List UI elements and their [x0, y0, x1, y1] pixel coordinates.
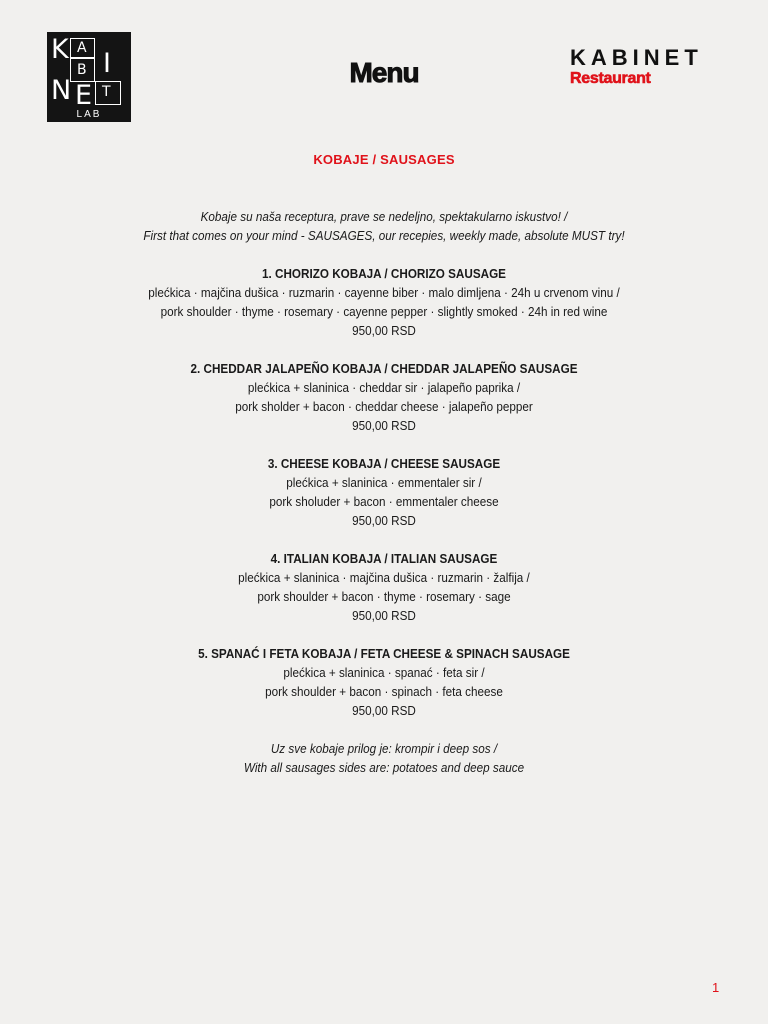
item-ingredients: pork sholder + bacon · cheddar cheese · jalapeño pepper [235, 399, 533, 414]
brand-name: KABINET [570, 45, 703, 70]
menu-item [0, 264, 768, 340]
intro-line: First that comes on your mind - SAUSAGES, our recepies, weekly made, absolute MUST try! [143, 228, 625, 243]
logo-letter: K [51, 34, 69, 65]
item-price: 950,00 RSD [352, 513, 416, 528]
item-ingredients: plećkica + slaninica · spanać · feta sir / [283, 665, 485, 680]
item-title: 2. CHEDDAR JALAPEÑO KOBAJA / CHEDDAR JALAPEÑO SAUSAGE [190, 361, 578, 376]
sides-note [0, 739, 768, 777]
item-title: 1. CHORIZO KOBAJA / CHORIZO SAUSAGE [261, 266, 506, 281]
intro-line: Kobaje su naša receptura, prave se nedeljno, spektakularno iskustvo! / [200, 209, 568, 224]
item-price: 950,00 RSD [352, 323, 416, 338]
menu-content [0, 150, 768, 777]
item-ingredients: plećkica + slaninica · cheddar sir · jalapeño paprika / [247, 380, 521, 395]
kabinet-restaurant-logo [570, 47, 722, 87]
sides-note-line: Uz sve kobaje prilog je: krompir i deep sos / [270, 741, 498, 756]
item-ingredients: pork shoulder + bacon · spinach · feta cheese [265, 684, 503, 699]
item-price: 950,00 RSD [352, 418, 416, 433]
item-price: 950,00 RSD [352, 703, 416, 718]
item-ingredients: pork shoulder · thyme · rosemary · cayenne pepper · slightly smoked · 24h in red wine [160, 304, 608, 319]
page-number: 1 [712, 980, 720, 995]
item-ingredients: plećkica · majčina dušica · ruzmarin · cayenne biber · malo dimljena · 24h u crvenom vinu / [148, 285, 620, 300]
item-price: 950,00 RSD [352, 608, 416, 623]
logo-letter: T [102, 84, 111, 100]
logo-letter: B [77, 62, 87, 78]
logo-lab-text: LAB [76, 109, 102, 120]
section-title: KOBAJE / SAUSAGES [313, 152, 455, 167]
item-title: 4. ITALIAN KOBAJA / ITALIAN SAUSAGE [270, 551, 498, 566]
item-title: 3. CHEESE KOBAJA / CHEESE SAUSAGE [267, 456, 501, 471]
item-title: 5. SPANAĆ I FETA KOBAJA / FETA CHEESE & SPINACH SAUSAGE [198, 646, 570, 661]
menu-item [0, 644, 768, 720]
item-ingredients: plećkica + slaninica · majčina dušica · ruzmarin · žalfija / [238, 570, 530, 585]
menu-item [0, 549, 768, 625]
sides-note-line: With all sausages sides are: potatoes and deep sauce [243, 760, 525, 775]
item-ingredients: pork sholuder + bacon · emmentaler cheese [269, 494, 499, 509]
item-ingredients: pork shoulder + bacon · thyme · rosemary · sage [257, 589, 511, 604]
item-ingredients: plećkica + slaninica · emmentaler sir / [286, 475, 482, 490]
logo-letter: E [75, 80, 93, 111]
menu-item [0, 454, 768, 530]
menu-item [0, 359, 768, 435]
logo-letter: N [51, 75, 72, 106]
section-intro [0, 207, 768, 245]
logo-letter: A [77, 40, 87, 56]
page-title: Menu [349, 57, 419, 88]
brand-subtitle: Restaurant [570, 70, 651, 87]
logo-letter: I [103, 48, 111, 79]
